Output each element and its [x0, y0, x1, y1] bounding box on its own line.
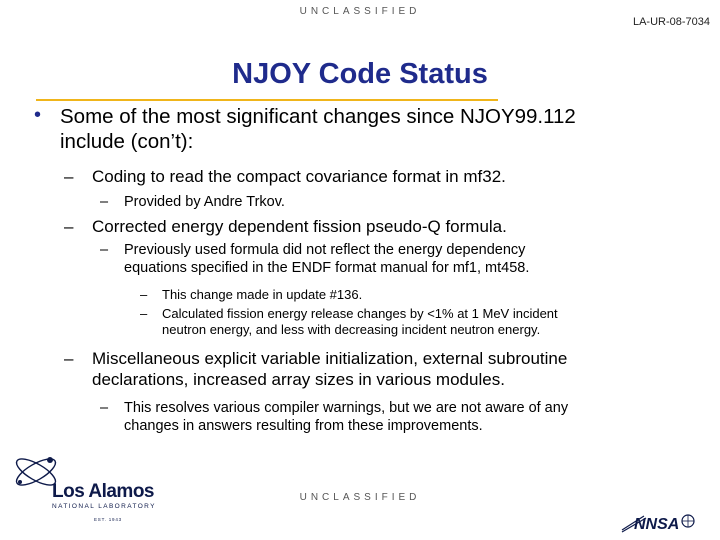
title-underline [36, 99, 498, 101]
lanl-name: Los Alamos [52, 481, 154, 502]
item-text-line2: neutron energy, and less with decreasing incident neutron energy. [162, 322, 541, 337]
item-pseudo-q [64, 216, 692, 237]
item-text: Coding to read the compact covariance format in mf32. [92, 167, 506, 186]
lanl-subtitle: NATIONAL LABORATORY [52, 503, 156, 510]
item-text-line1: Miscellaneous explicit variable initialization, external subroutine [92, 349, 568, 368]
bullet-icon: • [34, 104, 42, 126]
dash-icon: – [64, 349, 74, 368]
item-text: Provided by Andre Trkov. [124, 194, 285, 210]
subsubitem-update-136 [140, 287, 702, 303]
dash-icon: – [100, 242, 109, 258]
bullet-main-line2: include (con’t): [60, 130, 194, 153]
dash-icon: – [64, 167, 74, 186]
svg-text:NNSA: NNSA [634, 516, 680, 533]
item-compact-covariance [64, 166, 692, 187]
subsubitem-energy-release [140, 306, 702, 338]
dash-icon: – [100, 194, 109, 210]
item-text-line1: Calculated fission energy release changes by <1% at 1 MeV incident [162, 306, 558, 321]
dash-icon: – [64, 217, 74, 236]
lanl-established: EST. 1943 [94, 517, 122, 522]
nnsa-logo-icon [620, 508, 698, 534]
dash-icon: – [140, 306, 148, 321]
item-text-line2: changes in answers resulting from these improvements. [124, 418, 483, 434]
item-text-line1: Previously used formula did not reflect the energy dependency [124, 242, 526, 258]
slide-title: NJOY Code Status [232, 58, 488, 90]
item-text: Corrected energy dependent fission pseudo-Q formula. [92, 217, 507, 236]
bullet-main [34, 104, 690, 154]
item-text-line2: declarations, increased array sizes in various modules. [92, 370, 505, 389]
dash-icon: – [140, 287, 148, 302]
dash-icon: – [100, 400, 109, 416]
item-text: This change made in update #136. [162, 287, 363, 302]
item-text-line2: equations specified in the ENDF format manual for mf1, mt458. [124, 260, 530, 276]
document-id: LA-UR-08-7034 [632, 16, 710, 28]
classification-top: UNCLASSIFIED [299, 6, 421, 17]
item-miscellaneous [64, 348, 692, 390]
item-text-line1: This resolves various compiler warnings, but we are not aware of any [124, 400, 569, 416]
classification-bottom: UNCLASSIFIED [299, 492, 421, 503]
subitem-compiler-warnings [100, 399, 694, 435]
subitem-previous-formula [100, 241, 694, 277]
bullet-main-line1: Some of the most significant changes since NJOY99.112 [60, 105, 576, 128]
subitem-provided-by [100, 193, 694, 211]
